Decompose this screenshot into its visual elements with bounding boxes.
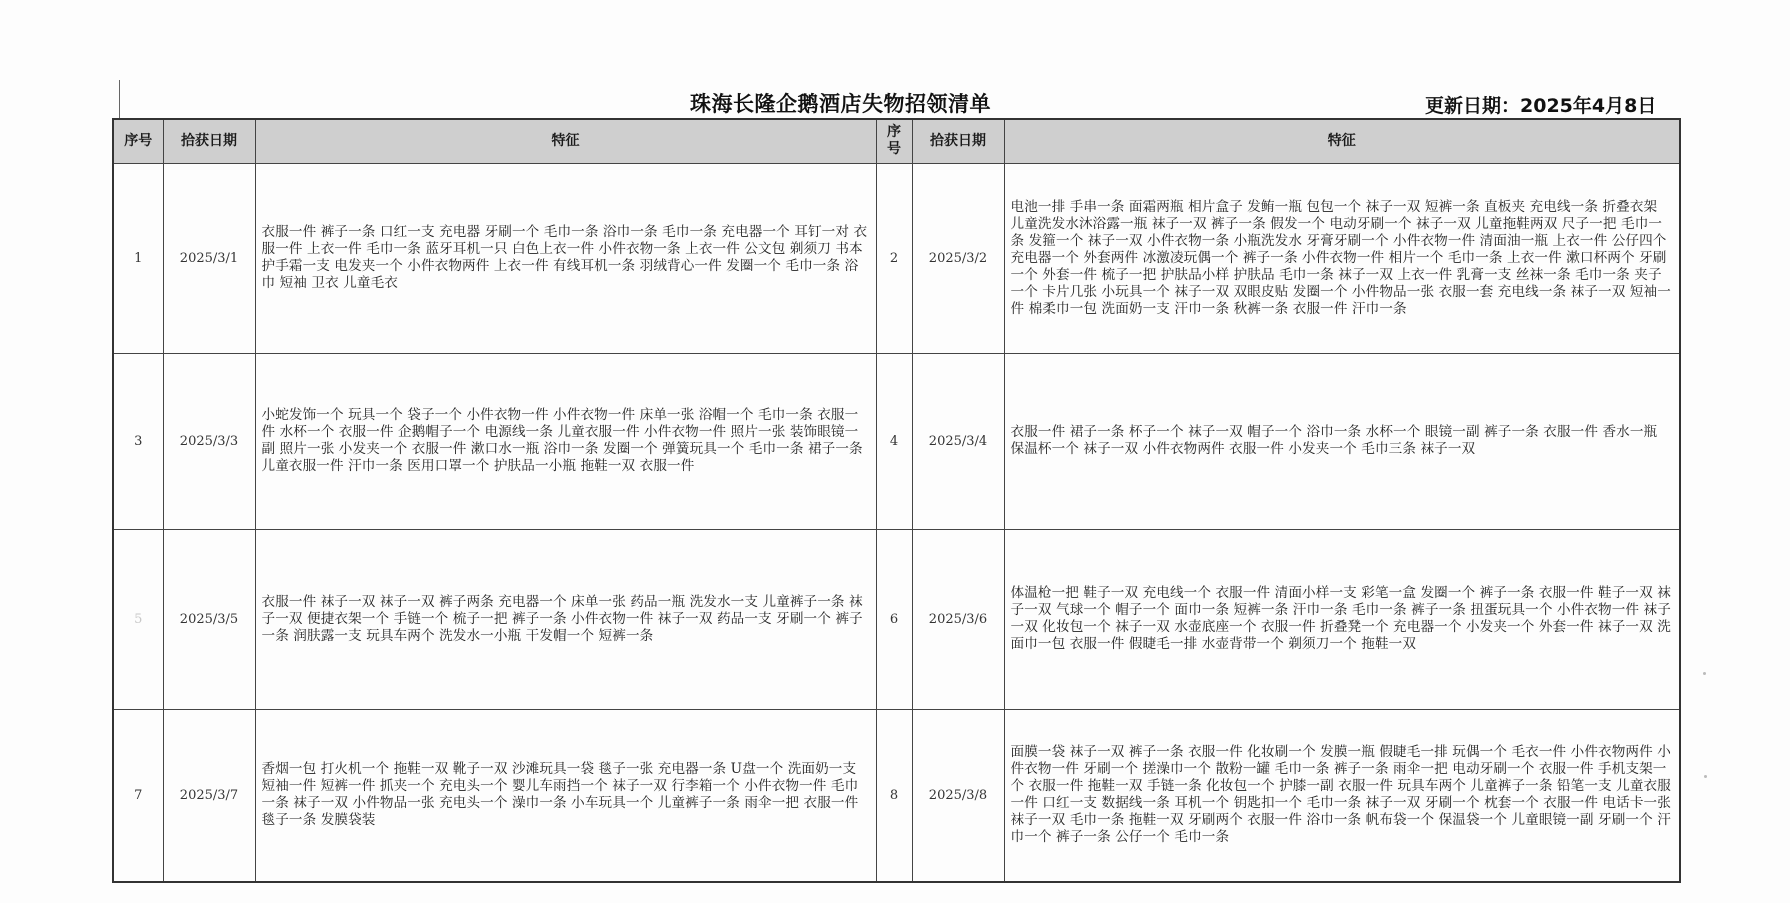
item-features: 电池一排 手串一条 面霜两瓶 相片盒子 发鲔一瓶 包包一个 袜子一双 短裤一条 直板夹 充电线一条 折叠衣架 儿童洗发水沐浴露一瓶 袜子一双 裤子一条 假发一个 电动牙刷一个 袜子一双 儿童拖鞋两双 尺子一把 毛巾一条 发箍一个 袜子一双 小件衣物一条 小瓶洗发水 牙膏牙刷一个 小件衣物一件 清面油一瓶 上衣一件 公仔四个 充电器一个 外套两件 冰激凌玩偶一个 裤子一条 小件衣物一件 相片一个 毛巾一条 上衣一件 漱口杯两个 牙刷一个 外套一件 梳子一把 护肤品小样 护肤品 毛巾一条 袜子一双 上衣一件 乳膏一支 丝袜一条 毛巾一条 夹子一个 卡片几张 小玩具一个 袜子一双 双眼皮贴 发圈一个 小件物品一张 衣服一套 充电线一条 袜子一双 短袖一件 棉柔巾一包 洗面奶一支 汗巾一条 秋裤一条 衣服一件 汗巾一条 [1004, 163, 1680, 353]
col-header-no-right [876, 119, 912, 163]
item-features: 衣服一件 裙子一条 杯子一个 袜子一双 帽子一个 浴巾一条 水杯一个 眼镜一副 裤子一条 衣服一件 香水一瓶 保温杯一个 袜子一双 小件衣物两件 衣服一件 小发夹一个 毛巾三条 袜子一双 [1004, 353, 1680, 529]
table-row [113, 529, 1680, 709]
item-features: 衣服一件 袜子一双 袜子一双 裤子两条 充电器一个 床单一张 药品一瓶 洗发水一支 儿童裤子一条 袜子一双 便捷衣架一个 手链一个 梳子一把 裤子一条 小件衣物一件 袜子一双 药品一支 牙刷一个 裤子一条 润肤露一支 玩具车两个 洗发水一小瓶 干发帽一个 短裤一条 [255, 529, 876, 709]
item-features: 体温枪一把 鞋子一双 充电线一个 衣服一件 清面小样一支 彩笔一盒 发圈一个 裤子一条 衣服一件 鞋子一双 袜子一双 气球一个 帽子一个 面巾一条 短裤一条 汗巾一条 毛巾一条 裤子一条 扭蛋玩具一个 小件衣物一件 袜子一双 化妆包一个 袜子一双 水壶底座一个 衣服一件 折叠凳一个 充电器一个 小发夹一个 外套一件 袜子一双 洗面巾一包 衣服一件 假睫毛一排 水壶背带一个 剃须刀一个 拖鞋一双 [1004, 529, 1680, 709]
row-number: 4 [876, 353, 912, 529]
lost-and-found-table [112, 118, 1681, 883]
update-date: 更新日期：2025年4月8日 [1425, 95, 1657, 117]
item-features: 小蛇发饰一个 玩具一个 袋子一个 小件衣物一件 小件衣物一件 床单一张 浴帽一个 毛巾一条 衣服一件 水杯一个 衣服一件 企鹅帽子一个 电源线一条 儿童衣服一件 小件衣物一件 照片一张 装饰眼镜一副 照片一张 小发夹一个 衣服一件 漱口水一瓶 浴巾一条 发圈一个 弹簧玩具一个 毛巾一条 裙子一条 儿童衣服一件 汗巾一条 医用口罩一个 护肤品一小瓶 拖鞋一双 衣服一件 [255, 353, 876, 529]
col-header-features-right: 特征 [1004, 119, 1680, 163]
scan-edge [119, 80, 120, 120]
found-date: 2025/3/7 [163, 709, 255, 882]
table-row [113, 163, 1680, 353]
row-number: 1 [113, 163, 163, 353]
item-features: 香烟一包 打火机一个 拖鞋一双 靴子一双 沙滩玩具一袋 毯子一张 充电器一条 U盘一个 洗面奶一支 短袖一件 短裤一件 抓夹一个 充电头一个 婴儿车雨挡一个 袜子一双 行李箱一个 小件衣物一件 毛巾一条 袜子一双 小件物品一张 充电头一个 澡巾一条 小车玩具一个 儿童裤子一条 雨伞一把 衣服一件 毯子一条 发膜袋装 [255, 709, 876, 882]
found-date: 2025/3/4 [912, 353, 1004, 529]
page-title: 珠海长隆企鹅酒店失物招领清单 [690, 92, 991, 116]
scan-speck [1704, 775, 1707, 778]
col-header-no-left: 序号 [113, 119, 163, 163]
row-number: 8 [876, 709, 912, 882]
row-number: 5 [113, 529, 163, 709]
table-header-row [113, 119, 1680, 163]
row-number: 2 [876, 163, 912, 353]
found-date: 2025/3/3 [163, 353, 255, 529]
found-date: 2025/3/8 [912, 709, 1004, 882]
table-row [113, 709, 1680, 882]
item-features: 面膜一袋 袜子一双 裤子一条 衣服一件 化妆刷一个 发膜一瓶 假睫毛一排 玩偶一个 毛衣一件 小件衣物两件 小件衣物一件 牙刷一个 搓澡巾一个 散粉一罐 毛巾一条 裤子一条 雨伞一把 电动牙刷一个 衣服一件 手机支架一个 衣服一件 拖鞋一双 手链一条 化妆包一个 护膝一副 衣服一件 玩具车两个 儿童裤子一条 铅笔一支 儿童衣服一件 口红一支 数据线一条 耳机一个 钥匙扣一个 毛巾一条 袜子一双 牙刷一个 枕套一个 衣服一件 电话卡一张 袜子一双 毛巾一条 拖鞋一双 牙刷两个 衣服一件 浴巾一条 帆布袋一个 保温袋一个 儿童眼镜一副 牙刷一个 汗巾一个 裤子一条 公仔一个 毛巾一条 [1004, 709, 1680, 882]
found-date: 2025/3/6 [912, 529, 1004, 709]
col-header-date-right: 拾获日期 [912, 119, 1004, 163]
scan-speck [1703, 672, 1706, 675]
row-number: 7 [113, 709, 163, 882]
found-date: 2025/3/1 [163, 163, 255, 353]
col-header-date-left: 拾获日期 [163, 119, 255, 163]
row-number: 6 [876, 529, 912, 709]
found-date: 2025/3/5 [163, 529, 255, 709]
row-number: 3 [113, 353, 163, 529]
col-header-features-left: 特征 [255, 119, 876, 163]
found-date: 2025/3/2 [912, 163, 1004, 353]
table-row [113, 353, 1680, 529]
item-features: 衣服一件 裤子一条 口红一支 充电器 牙刷一个 毛巾一条 浴巾一条 毛巾一条 充电器一个 耳钉一对 衣服一件 上衣一件 毛巾一条 蓝牙耳机一只 白色上衣一件 小件衣物一条 上衣一件 公文包 剃须刀 书本 护手霜一支 电发夹一个 小件衣物两件 上衣一件 有线耳机一条 羽绒背心一件 发圈一个 毛巾一条 浴巾 短袖 卫衣 儿童毛衣 [255, 163, 876, 353]
col-header-no-right-label: 序号 [887, 124, 901, 158]
